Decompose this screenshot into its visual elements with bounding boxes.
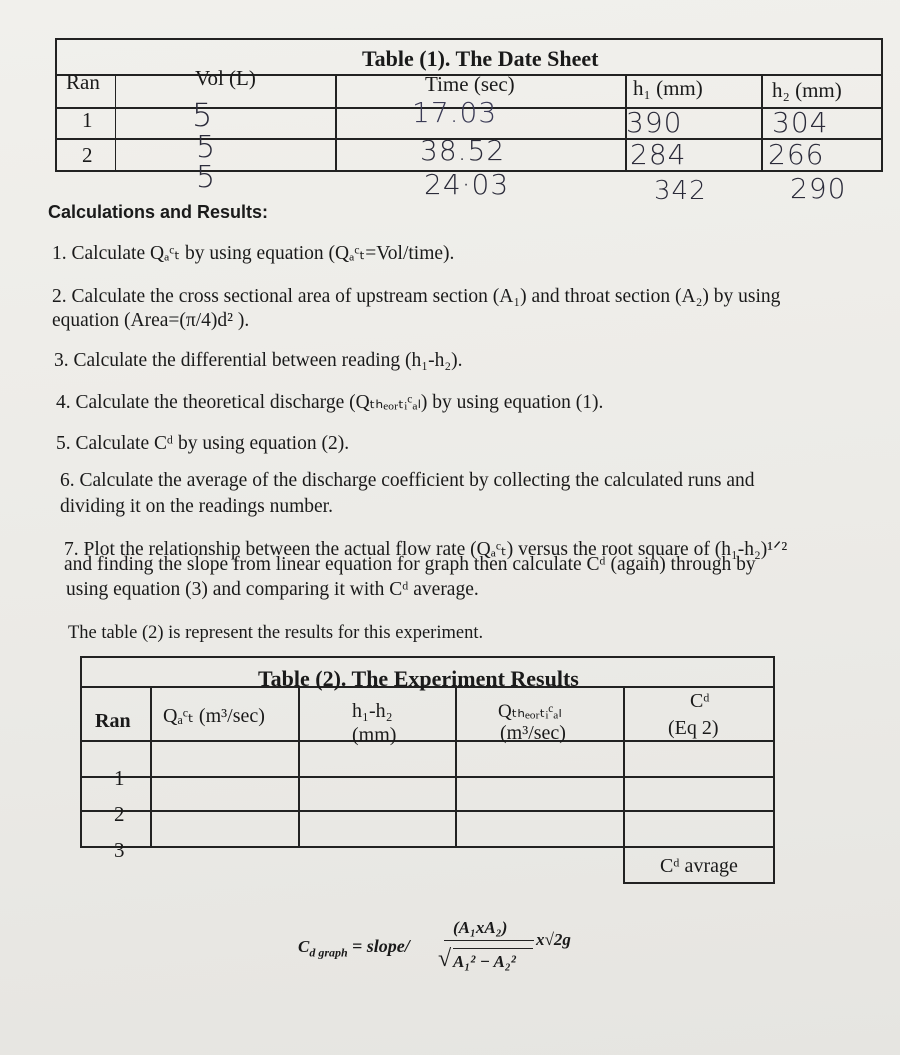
calculations-heading: Calculations and Results:	[48, 202, 269, 222]
table2-header-qth-unit: (m³/sec)	[500, 722, 566, 744]
table1-run-1: 1	[82, 108, 93, 132]
calc-item-5: 5. Calculate Cᵈ by using equation (2).	[56, 433, 350, 454]
table2-header-run: Ran	[95, 710, 131, 732]
table1-h2-1: 304	[772, 106, 829, 139]
table1-time-2: 38.52	[420, 134, 506, 167]
results-intro: The table (2) is represent the results for this experiment.	[68, 623, 484, 643]
table2-run-3: 3	[114, 838, 125, 862]
table1-h1-3: 342	[654, 176, 707, 206]
table1-header-time: Time (sec)	[425, 72, 515, 96]
table2-header-qact: Qₐᶜₜ (m³/sec)	[163, 705, 265, 727]
formula-tail: x√2g	[536, 930, 571, 949]
table1-vol-1: 5	[192, 96, 214, 134]
calc-item-2: 2. Calculate the cross sectional area of upstream section (A₁) and throat section (A₂) by using	[52, 286, 781, 307]
table1-header-run: Ran	[66, 70, 100, 94]
table1-vol-2: 5	[196, 130, 217, 165]
table1-time-1: 17.03	[412, 96, 498, 129]
table1-header-vol: Vol (L)	[195, 66, 256, 90]
table2-header-dh-unit: (mm)	[352, 724, 397, 746]
table2-title: Table (2). The Experiment Results	[258, 666, 579, 691]
calc-item-6-cont: dividing it on the readings number.	[60, 496, 333, 517]
table2-header-cd-eq: (Eq 2)	[668, 717, 719, 739]
calc-item-4: 4. Calculate the theoretical discharge (Qₜₕₑₒᵣₜᵢᶜₐₗ) by using equation (1).	[56, 392, 604, 413]
formula-numerator: (A₁xA₂)	[453, 918, 508, 937]
table1-h2-3: 290	[790, 172, 847, 205]
calc-item-7-cont-2: using equation (3) and comparing it with Cᵈ average.	[66, 579, 479, 600]
worksheet-page: Table (1). The Date Sheet Ran Vol (L) Time (sec) h₁ (mm) h₂ (mm) 1 2 5 5 5 17.03 38.52 24·03 390 284 342 304 266 290 Calculations and Results: 1. Calculate Qₐᶜₜ by using equation (Qₐᶜₜ=Vol/time). 2. Calculate the cross sectional area of upstream section (A₁) and throat section (A₂) by using equation (Area=(π/4)d² ). 3. Calculate the differential between reading (h₁-h₂). 4. Calculate the theoretical discharge (Qₜₕₑₒᵣₜᵢᶜₐₗ) by using equation (1). 5. Calculate Cᵈ by using equation (2). 6. Calculate the average of the discharge coefficient by collecting the calculated runs and dividing it on the readings number. 7. Plot the relationship between the actual flow rate (Qₐᶜₜ) versus the root square of (h₁-h₂)¹ᐟ² and finding the slope from linear equation for graph then calculate Cᵈ (again) through by using equation (3) and comparing it with Cᵈ average. The table (2) is represent the results for this experiment. Table (2). The Experiment Results Ran Qₐᶜₜ (m³/sec) h₁-h₂ (mm) Qₜₕₑₒᵣₜᵢᶜₐₗ (m³/sec) Cᵈ (Eq 2) 1 2 3 Cᵈ avrage $C_{d graph}$ = slope/ (A₁xA₂) √ A₁² − A₂² x√2g	[0, 0, 900, 1055]
table1-h1-2: 284	[630, 138, 687, 171]
formula-lhs: $C_{d graph}$ = slope/	[298, 936, 410, 960]
table2-run-1: 1	[114, 766, 125, 790]
calc-item-1: 1. Calculate Qₐᶜₜ by using equation (Qₐᶜₜ=Vol/time).	[52, 243, 455, 264]
calc-item-3: 3. Calculate the differential between reading (h₁-h₂).	[54, 350, 463, 371]
table2-header-cd: Cᵈ	[690, 690, 710, 712]
table1-run-2: 2	[82, 143, 93, 167]
table1-title: Table (1). The Date Sheet	[362, 46, 599, 71]
table1-time-3: 24·03	[424, 168, 510, 201]
table2-run-2: 2	[114, 802, 125, 826]
table1-header-h2: h₂ (mm)	[772, 78, 842, 102]
calc-item-2-cont: equation (Area=(π/4)d² ).	[52, 310, 250, 331]
formula-denominator: A₁² − A₂²	[453, 952, 516, 971]
calc-item-7: 7. Plot the relationship between the actual flow rate (Qₐᶜₜ) versus the root square of (h₁-h₂)¹ᐟ²	[64, 539, 788, 560]
table1-h2-2: 266	[768, 138, 825, 171]
calc-item-6: 6. Calculate the average of the discharge coefficient by collecting the calculated runs and	[60, 470, 755, 491]
table1-vol-3: 5	[196, 160, 217, 195]
cd-average-label: Cᵈ avrage	[660, 855, 738, 877]
table2-header-qth: Qₜₕₑₒᵣₜᵢᶜₐₗ	[498, 701, 562, 722]
table1-h1-1: 390	[626, 106, 683, 139]
table2-header-dh: h₁-h₂	[352, 700, 393, 722]
calc-item-7-cont-1: and finding the slope from linear equation for graph then calculate Cᵈ (again) through by	[64, 554, 756, 575]
table1-header-h1: h₁ (mm)	[633, 76, 703, 100]
